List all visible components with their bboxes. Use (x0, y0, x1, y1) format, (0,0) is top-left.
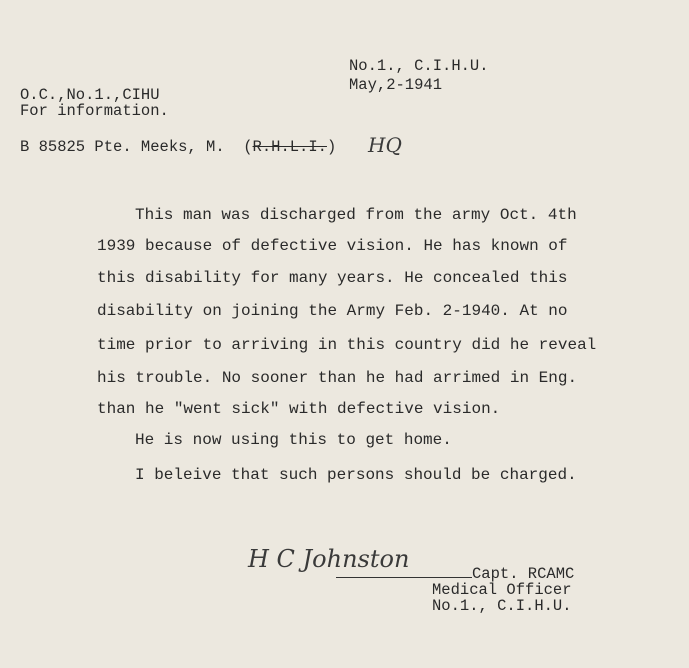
body-line: than he "went sick" with defective vision. (97, 400, 501, 418)
body-line: this disability for many years. He concealed this (97, 269, 568, 287)
purpose: For information. (20, 102, 169, 120)
subject-suffix: ) (326, 138, 337, 156)
signature-line (336, 577, 472, 578)
addressee: O.C.,No.1.,CIHU (20, 86, 160, 104)
signature-rank: Capt. RCAMC (472, 565, 575, 583)
handwritten-hq: HQ (368, 133, 402, 157)
subject-line (20, 139, 336, 156)
subject-struck-regiment: R.H.L.I. (252, 138, 327, 156)
body-line: 1939 because of defective vision. He has known of (97, 237, 568, 255)
header-date: May,2-1941 (349, 76, 443, 94)
body-line: disability on joining the Army Feb. 2-1940. At no (97, 302, 568, 320)
body-line: I beleive that such persons should be charged. (135, 466, 577, 484)
body-line: This man was discharged from the army Oct. 4th (135, 206, 577, 224)
signature-title: Medical Officer (432, 581, 572, 599)
body-line: time prior to arriving in this country did he reveal (97, 336, 597, 354)
body-line: He is now using this to get home. (135, 431, 452, 449)
body-line: his trouble. No sooner than he had arrimed in Eng. (97, 369, 578, 387)
header-unit: No.1., C.I.H.U. (349, 57, 489, 75)
subject-prefix: B 85825 Pte. Meeks, M. ( (20, 138, 253, 156)
signature-handwritten: H C Johnston (248, 545, 410, 573)
signature-unit: No.1., C.I.H.U. (432, 597, 572, 615)
